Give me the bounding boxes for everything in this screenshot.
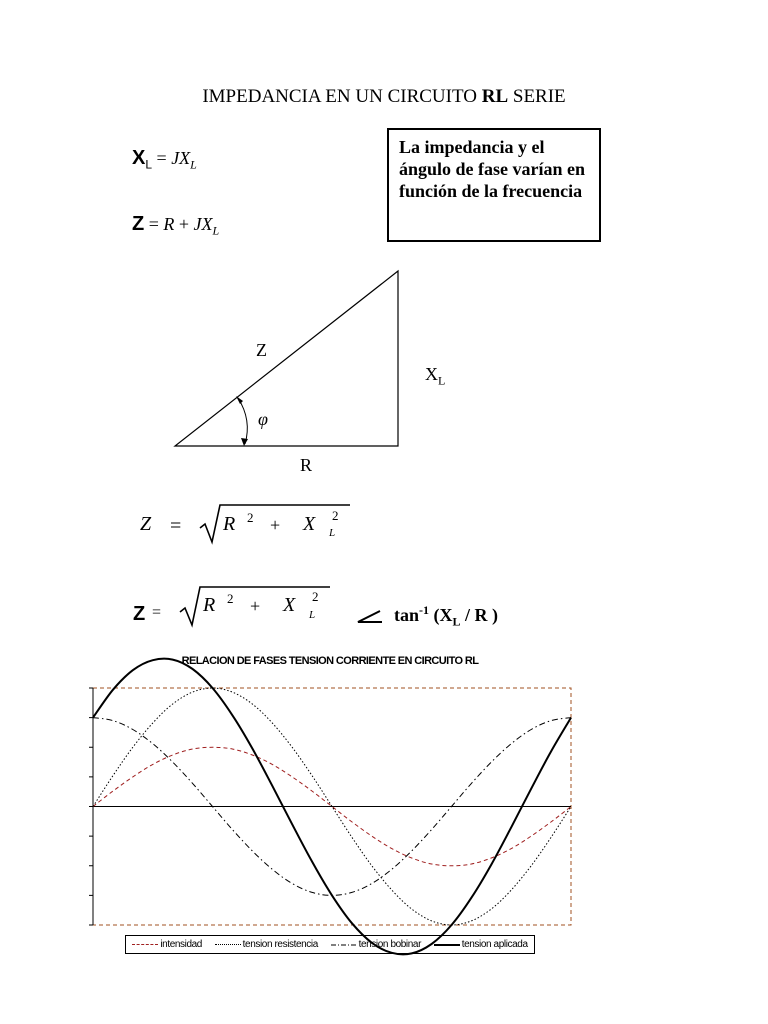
tan-function: tan bbox=[394, 605, 420, 625]
chart-title: RELACION DE FASES TENSION CORRIENTE EN CIRCUITO RL bbox=[181, 655, 479, 667]
resistance-symbol: R bbox=[163, 214, 175, 234]
reactance-value: JX bbox=[171, 148, 191, 168]
legend-swatch-tension-resistencia bbox=[215, 944, 241, 945]
equals-sign: = bbox=[148, 214, 159, 234]
plus-sign: + bbox=[178, 214, 190, 234]
reactance-value-subscript: L bbox=[190, 157, 197, 172]
polar-x-exponent: 2 bbox=[312, 589, 319, 604]
legend-item-tension-resistencia bbox=[215, 939, 318, 950]
magnitude-symbol: Z bbox=[140, 513, 152, 535]
magnitude-x: X bbox=[303, 513, 316, 535]
reactance-side-subscript: L bbox=[438, 373, 446, 388]
frequency-note-text: La impedancia y el ángulo de fase varían en función de la frecuencia bbox=[399, 137, 586, 201]
legend-label-tension-aplicada: tension aplicada bbox=[461, 939, 528, 950]
magnitude-r-exponent: 2 bbox=[247, 510, 254, 525]
legend-label-tension-resistencia: tension resistencia bbox=[242, 939, 318, 950]
magnitude-plus: + bbox=[270, 515, 281, 535]
polar-plus: + bbox=[250, 596, 261, 616]
impedance-symbol: Z bbox=[132, 213, 145, 235]
magnitude-x-exponent: 2 bbox=[332, 508, 339, 523]
legend-label-intensidad: intensidad bbox=[160, 939, 202, 950]
polar-x-subscript: L bbox=[309, 609, 316, 621]
arctan-argument-rest: / R ) bbox=[460, 605, 499, 625]
hypotenuse-label: Z bbox=[256, 340, 267, 360]
polar-x: X bbox=[283, 594, 296, 616]
equals-sign: = bbox=[156, 148, 167, 168]
tan-exponent: -1 bbox=[419, 603, 430, 617]
title-text: IMPEDANCIA EN UN CIRCUITO bbox=[202, 86, 482, 107]
magnitude-equals: = bbox=[170, 515, 182, 537]
magnitude-r: R bbox=[223, 513, 236, 535]
legend-item-intensidad bbox=[132, 939, 202, 950]
legend-swatch-tension-bobinar bbox=[331, 943, 357, 947]
legend-item-tension-bobinar bbox=[331, 939, 421, 950]
legend-swatch-tension-aplicada bbox=[434, 944, 460, 946]
chart-legend bbox=[125, 935, 535, 954]
reactance-side-symbol: X bbox=[425, 364, 438, 384]
polar-r-exponent: 2 bbox=[227, 591, 234, 606]
legend-label-tension-bobinar: tension bobinar bbox=[358, 939, 422, 950]
arctan-argument-subscript: L bbox=[452, 614, 461, 629]
arctan-argument: (X bbox=[433, 605, 453, 625]
magnitude-x-subscript: L bbox=[329, 527, 336, 539]
legend-item-tension-aplicada bbox=[434, 939, 528, 950]
reactance-symbol: X bbox=[132, 147, 146, 169]
polar-impedance-symbol: Z bbox=[133, 603, 146, 625]
phase-angle-label: φ bbox=[258, 409, 268, 429]
chart-y-ticks bbox=[89, 688, 93, 925]
polar-equals: = bbox=[152, 604, 162, 621]
reactance-subscript: L bbox=[145, 157, 153, 172]
reactance-term-subscript: L bbox=[212, 223, 220, 238]
reactance-term: JX bbox=[193, 214, 213, 234]
polar-r: R bbox=[203, 594, 216, 616]
resistance-side-label: R bbox=[300, 455, 313, 475]
title-bold-text: RL bbox=[481, 86, 509, 107]
legend-swatch-intensidad bbox=[132, 944, 158, 945]
title-suffix-text: SERIE bbox=[508, 86, 566, 107]
